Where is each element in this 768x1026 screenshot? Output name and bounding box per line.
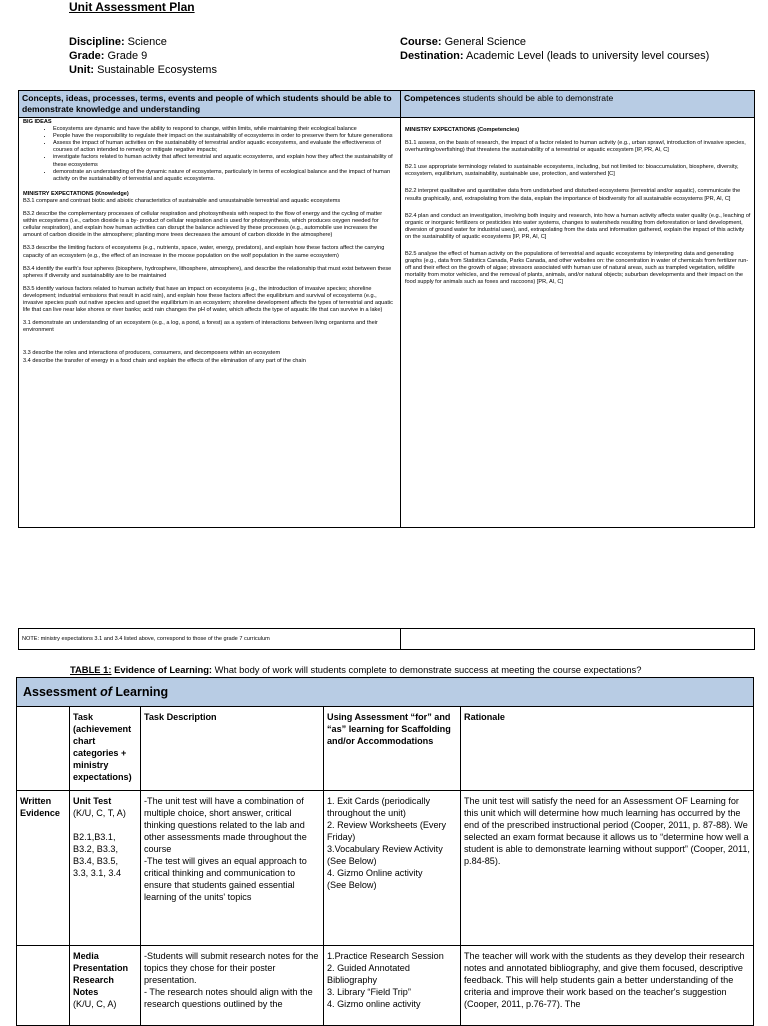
expectation-item: B3.5 identify various factors related to human activity that have an impact on ecosystems (e.g., the introduction of invasive species; shoreline development; industrial emissions that result in acid rain), and explain how these factors affect the equilibrium and survival of ecosystems (e.g., invasive species push out native species and upset the equilibrium in an ecosystem; shoreline development affects the types of terrestrial and aquatic life that can live near lake shores or river banks; acid rain changes the pH of water, which affects the type of aquatic life that can survive in a lake) [23, 285, 393, 314]
expectation-item: B3.1 compare and contrast biotic and abiotic characteristics of sustainable and unsustainable terrestrial and aquatic ecosystems [23, 197, 341, 204]
expectation-item: B3.2 describe the complementary processes of cellular respiration and photosynthesis with respect to the flow of energy and the cycling of matter within ecosystems (i.e., carbon dioxide is a by- product of cellular respiration and is used for photosynthesis, which produces oxygen needed for cellular respiration), and explain how human activities can disrupt the balance achieved by these processes (e.g., automobile use increases the amount of carbon dioxide in the atmosphere; planting more trees decreases the amount of carbon dioxide in the atmosphere) [23, 211, 383, 239]
task-title: Unit Test [73, 796, 112, 806]
competency-item: B2.1 use appropriate terminology related to sustainable ecosystems, including, but not limited to: bioaccumulation, biosphere, diversity, ecosystem, equilibrium, sustainability, sustainable use, protection, and watershed [C] [405, 164, 739, 178]
discipline-line: Discipline: Science [69, 36, 167, 48]
list-item: • Assess the impact of human activities on the sustainability of terrestrial and/or aquatic ecosystems, and evaluate the effectiveness of courses of action intended to remedy or mitigate negative impacts; [53, 140, 397, 154]
group-label [17, 946, 70, 1026]
description-column-header: Task Description [141, 707, 324, 791]
using-column-header: Using Assessment “for” and “as” learning for Scaffolding and/or Accommodations [324, 707, 461, 791]
task-title: Media Presentation Research Notes [73, 951, 129, 997]
competency-item: B1.1 assess, on the basis of research, the impact of a factor related to human activity (e.g., urban sprawl, introduction of invasive species, overhunting/overfishing) that threatens the sustainability of a terrestrial or aquatic ecosystem [IP, PR, AI, C] [405, 140, 746, 154]
group-header-empty [17, 707, 70, 791]
task-categories: (K/U, C, A) [73, 999, 117, 1009]
table-row [17, 791, 754, 946]
rationale-cell: The unit test will satisfy the need for an Assessment OF Learning for this unit which will determine how much learning has occurred by the end of the prescribed instructional period (Cooper, 2011, p. 87-88). We selected an exam format because it allows us to “determine how well a student is able to demonstrate learning without support” (Cooper, 2011, p.84-85). [461, 791, 754, 946]
big-ideas-title: BIG IDEAS [23, 119, 52, 125]
task-cell [70, 791, 141, 946]
competency-item: B2.2 interpret qualitative and quantitative data from undisturbed and disturbed ecosystems (terrestrial and/or aquatic), communicate the results graphically, and, extrapolating from the data, explain the importance of biodiversity for all sustainable ecosystems [PR, AI, C] [405, 188, 741, 202]
competences-header: Competences students should be able to demonstrate [401, 91, 755, 118]
note-empty-cell [401, 629, 755, 650]
big-ideas-list [23, 126, 397, 183]
expectation-item: B3.4 identify the earth's four spheres (biosphere, hydrosphere, lithosphere, atmosphere), and describe the relationship that must exist between these spheres if diversity and sustainability are to be maintained [23, 265, 392, 279]
expectation-item: B3.3 describe the limiting factors of ecosystems (e.g., nutrients, space, water, energy, predators), and explain how these factors affect the carrying capacity of an ecosystem (e.g., the effect of an increase in the moose population on the wolf population in the same ecosystem) [23, 245, 385, 259]
destination-line: Destination: Academic Level (leads to university level courses) [400, 50, 710, 62]
competences-cell [401, 118, 755, 528]
grade-line: Grade: Grade 9 [69, 50, 148, 62]
rationale-cell: The teacher will work with the students as they develop their research notes and annotated bibliography, and give them focused, descriptive feedback. This will help students gain a better understanding of the criteria and improve their work based on the teacher's suggestion (Cooper, 2011, p.76-77). The [461, 946, 754, 1026]
assessment-table [16, 677, 754, 1026]
using-cell: 1.Practice Research Session 2. Guided Annotated Bibliography 3. Library “Field Trip” 4. Gizmo online activity [324, 946, 461, 1026]
task-column-header: Task (achievement chart categories + ministry expectations) [70, 707, 141, 791]
course-line: Course: General Science [400, 36, 526, 48]
ministry-competencies-title: MINISTRY EXPECTATIONS (Competencies) [405, 127, 520, 133]
list-item: • Ecosystems are dynamic and have the ability to respond to change, within limits, while maintaining their ecological balance [53, 126, 397, 133]
knowledge-cell [19, 118, 401, 528]
ministry-knowledge-title: MINISTRY EXPECTATIONS (Knowledge) [23, 190, 129, 197]
expectation-item: 3.4 describe the transfer of energy in a food chain and explain the effects of the elimination of any part of the chain [23, 358, 306, 365]
description-cell: -The unit test will have a combination of multiple choice, short answer, critical thinking questions related to the lab and other assessments made throughout the course -The test will gives an equal approach to critical thinking and communication to ensure that students gained essential learning of the units' topics [141, 791, 324, 946]
table-row [17, 946, 754, 1026]
course-info-right [400, 35, 709, 63]
description-cell: -Students will submit research notes for the topics they chose for their poster presentation. - The research notes should align with the research questions outlined by the [141, 946, 324, 1026]
document-title: Unit Assessment Plan [69, 0, 195, 14]
expectation-item: 3.3 describe the roles and interactions of producers, consumers, and decomposers within an ecosystem [23, 350, 281, 357]
task-categories: (K/U, C, T, A) [73, 808, 126, 818]
knowledge-header: Concepts, ideas, processes, terms, events and people of which students should be able to demonstrate knowledge and understanding [19, 91, 401, 118]
list-item: • investigate factors related to human activity that affect terrestrial and aquatic ecosystems, and explain how they affect the sustainability of these ecosystems [53, 154, 397, 168]
table1-caption: TABLE 1: Evidence of Learning: What body of work will students complete to demonstrate success at meeting the course expectations? [70, 664, 642, 675]
assessment-of-learning-header: Assessment of Learning [17, 678, 754, 707]
curriculum-note: NOTE: ministry expectations 3.1 and 3.4 listed above, correspond to those of the grade 7 curriculum [19, 629, 401, 650]
group-label: Written Evidence [17, 791, 70, 946]
expectations-table [18, 90, 755, 528]
list-item: • demonstrate an understanding of the dynamic nature of ecosystems, particularly in terms of ecological balance and the impact of human activity on the sustainability of terrestrial and aquatic ecosystems. [53, 169, 397, 183]
using-cell: 1. Exit Cards (periodically throughout the unit) 2. Review Worksheets (Every Friday) 3.Vocabulary Review Activity (See Below) 4. Gizmo Online activity (See Below) [324, 791, 461, 946]
task-cell [70, 946, 141, 1026]
task-expectations: B2.1,B3.1, B3.2, B3.3, B3.4, B3.5, 3.3, 3.1, 3.4 [73, 832, 122, 878]
course-info-left [69, 35, 217, 77]
unit-line: Unit: Sustainable Ecosystems [69, 64, 217, 76]
competency-item: B2.4 plan and conduct an investigation, involving both inquiry and research, into how a human activity affects water quality (e.g., leaching of organic or inorganic fertilizers or pesticides into water systems, changes to watersheds resulting from deforestation or land development, diversion of ground water for industrial uses), and, extrapolating from the data and information gathered, explain the impact of this activity on the sustainability of aquatic ecosystems [IP, PR, AI, C] [405, 212, 751, 240]
note-table [18, 628, 755, 650]
rationale-column-header: Rationale [461, 707, 754, 791]
competency-item: B2.5 analyse the effect of human activity on the populations of terrestrial and aquatic ecosystems by interpreting data and generating graphs (e.g., data from Statistics Canada, Parks Canada, and other websites on: the concentration in water of chemicals from fertilizer run-off and their effect on the growth of algae; stressors associated with human use of natural areas, such as trampled vegetation, wildlife mortality from motor vehicles, and the removal of plants, animals, and/or natural objects; suburban developments and their impact on the food supply for animals such as foxes and raccoons) [PR, AI, C] [405, 251, 749, 286]
expectation-item: 3.1 demonstrate an understanding of an ecosystem (e.g., a log, a pond, a forest) as a system of interactions between living organisms and their environment [23, 320, 378, 334]
list-item: • People have the responsibility to regulate their impact on the sustainability of ecosystems in order to preserve them for future generations [53, 133, 397, 140]
